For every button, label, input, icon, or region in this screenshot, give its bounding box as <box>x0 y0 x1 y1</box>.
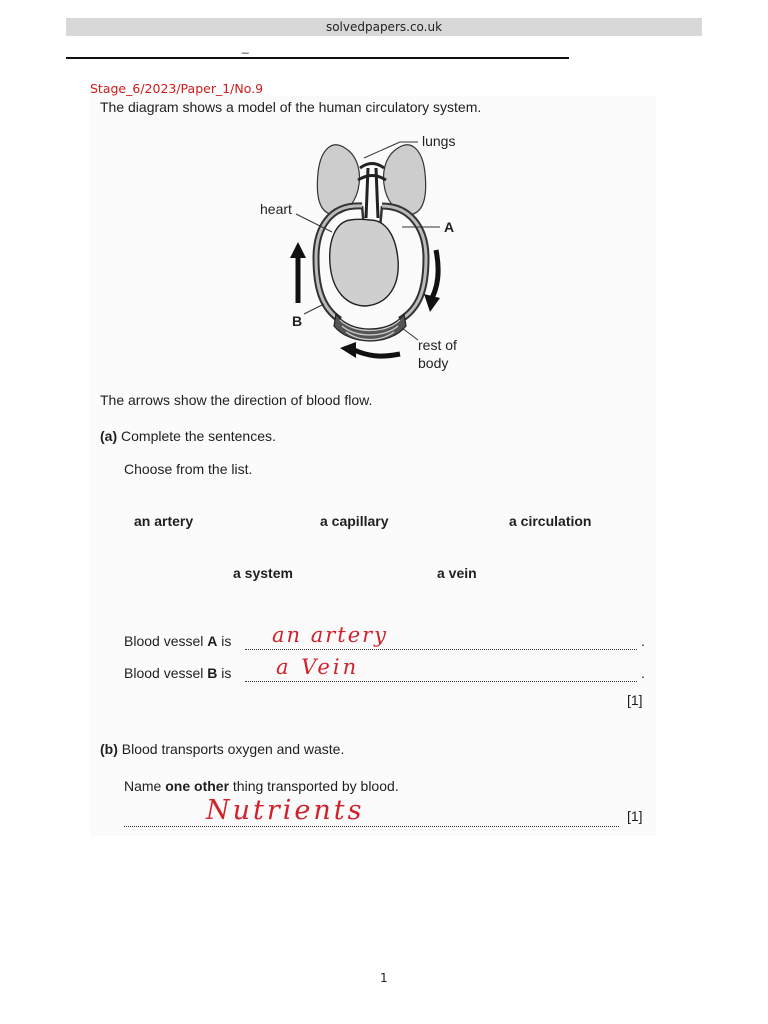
part-a-text: Complete the sentences. <box>121 428 276 444</box>
handwritten-answer-part-b: Nutrients <box>206 795 365 826</box>
page-number: 1 <box>380 971 388 985</box>
site-name: solvedpapers.co.uk <box>325 20 443 34</box>
part-b-label: (b) <box>100 741 118 757</box>
choose-text: Choose from the list. <box>124 461 253 477</box>
header-rule <box>66 57 569 59</box>
part-b-marks: [1] <box>627 808 643 824</box>
sentence-a-prefix: Blood vessel <box>124 633 208 649</box>
answer-line-b <box>245 680 637 682</box>
question-reference: Stage_6/2023/Paper_1/No.9 <box>90 81 264 96</box>
part-a-prompt <box>100 428 276 444</box>
sentence-a-suffix: is <box>217 633 232 649</box>
part-b-instruction-post: thing transported by blood. <box>229 778 399 794</box>
label-lungs: lungs <box>422 133 456 149</box>
handwritten-answer-a: an artery <box>272 623 389 647</box>
answer-line-part-b <box>124 825 619 827</box>
intro-text: The diagram shows a model of the human circulatory system. <box>100 99 482 115</box>
part-a-label: (a) <box>100 428 118 444</box>
sentence-a-vessel: A <box>207 633 218 649</box>
circulatory-diagram <box>250 128 470 376</box>
part-b-instruction <box>124 778 399 794</box>
sentence-b-prefix: Blood vessel <box>124 665 208 681</box>
arrows-text: The arrows show the direction of blood flow. <box>100 392 373 408</box>
sentence-b <box>124 665 231 681</box>
label-a: A <box>444 219 455 235</box>
part-b-prompt <box>100 741 344 757</box>
sentence-b-end: . <box>641 665 645 681</box>
handwritten-answer-b: a Vein <box>276 655 360 679</box>
sentence-b-vessel: B <box>207 665 218 681</box>
sentence-a <box>124 633 231 649</box>
option-circulation: a circulation <box>509 513 592 529</box>
header-dash: _ <box>242 40 249 54</box>
part-a-marks: [1] <box>627 692 643 708</box>
sentence-a-end: . <box>641 633 645 649</box>
sentence-b-suffix: is <box>217 665 232 681</box>
site-header-bar <box>66 18 702 36</box>
heart-shape <box>330 219 399 306</box>
label-heart: heart <box>260 201 292 217</box>
part-b-instruction-bold: one other <box>165 778 230 794</box>
part-b-text: Blood transports oxygen and waste. <box>121 741 345 757</box>
flow-arrow-bottom <box>354 350 400 356</box>
flow-arrow-right <box>432 250 438 298</box>
answer-line-a <box>245 648 637 650</box>
option-system: a system <box>233 565 293 581</box>
label-b: B <box>292 313 303 329</box>
label-rest-of: rest of <box>418 337 457 353</box>
option-vein: a vein <box>437 565 477 581</box>
part-b-instruction-pre: Name <box>124 778 166 794</box>
label-body: body <box>418 355 449 371</box>
option-capillary: a capillary <box>320 513 389 529</box>
option-artery: an artery <box>134 513 194 529</box>
